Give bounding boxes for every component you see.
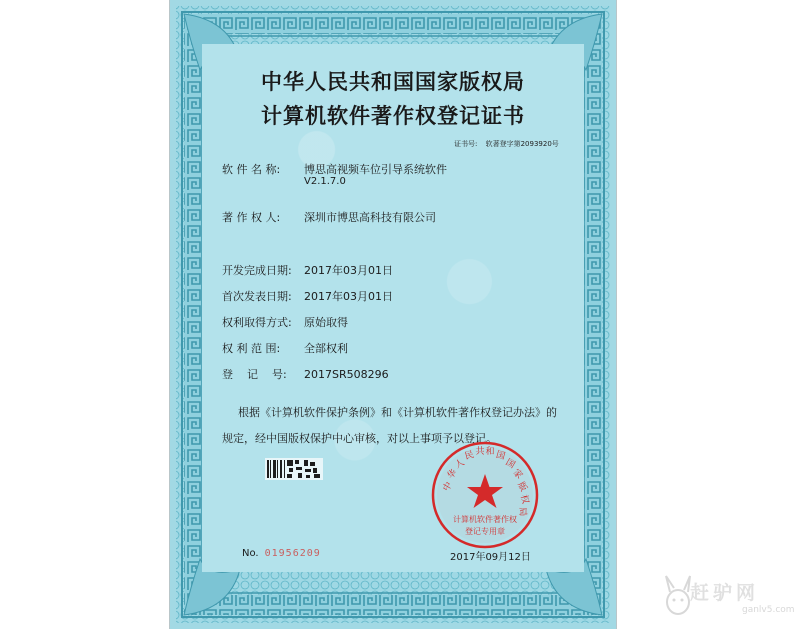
official-seal [430,440,540,550]
certificate-number-label: 证书号: [454,140,478,148]
serial-label: No. [242,548,259,559]
field-label: 开发完成日期: [222,264,292,277]
svg-text:国: 国 [503,457,517,471]
svg-text:国: 国 [494,450,507,463]
svg-text:家: 家 [510,467,525,482]
svg-text:民: 民 [463,450,476,463]
field-registration-number [222,366,389,382]
svg-text:权: 权 [517,493,530,506]
field-publication-date [222,288,393,304]
serial-number [242,548,321,559]
software-version: V2.1.7.0 [304,176,346,187]
field-value: 博思高视频车位引导系统软件 [304,163,447,176]
field-label: 软 件 名 称: [222,163,281,176]
certificate-title: 计算机软件著作权登记证书 [261,103,525,128]
certificate [170,0,616,629]
field-value: 2017年03月01日 [304,290,393,303]
watermark-url: ganlv5.com [742,605,795,615]
statement-line-2: 规定，经中国版权保护中心审核，对以上事项予以登记。 [222,432,497,445]
field-value: 全部权利 [304,342,348,355]
seal-line-1: 计算机软件著作权 [453,515,517,524]
svg-text:中: 中 [441,480,455,494]
svg-text:人: 人 [453,457,467,471]
field-label: 首次发表日期: [222,290,292,303]
field-value: 原始取得 [304,316,348,329]
seal-line-2: 登记专用章 [465,527,505,536]
svg-text:共: 共 [475,447,485,457]
certificate-number [454,139,559,149]
field-label: 权利取得方式: [222,316,292,329]
serial-value: 01956209 [264,548,321,559]
field-software-name [222,161,447,177]
field-label: 权 利 范 围: [222,342,281,355]
svg-text:和: 和 [485,447,495,457]
field-value: 2017SR508296 [304,368,389,381]
watermark-text: 赶驴网 [690,582,760,604]
field-rights-scope [222,340,348,356]
issue-date: 2017年09月12日 [450,552,531,563]
certificate-number-value: 软著登字第2093920号 [485,140,559,148]
field-copyright-owner [222,209,436,225]
field-completion-date [222,262,393,278]
svg-text:版: 版 [515,480,529,494]
field-value: 2017年03月01日 [304,264,393,277]
barcode [265,458,323,480]
svg-text:华: 华 [445,467,460,482]
statement-line-1: 根据《计算机软件保护条例》和《计算机软件著作权登记办法》的 [238,406,557,419]
svg-text:局: 局 [516,506,528,517]
issuer-heading: 中华人民共和国国家版权局 [261,69,525,94]
field-acquisition-method [222,314,348,330]
field-value: 深圳市博思高科技有限公司 [304,211,436,224]
field-label: 登 记 号: [222,368,287,381]
field-label: 著 作 权 人: [222,211,281,224]
